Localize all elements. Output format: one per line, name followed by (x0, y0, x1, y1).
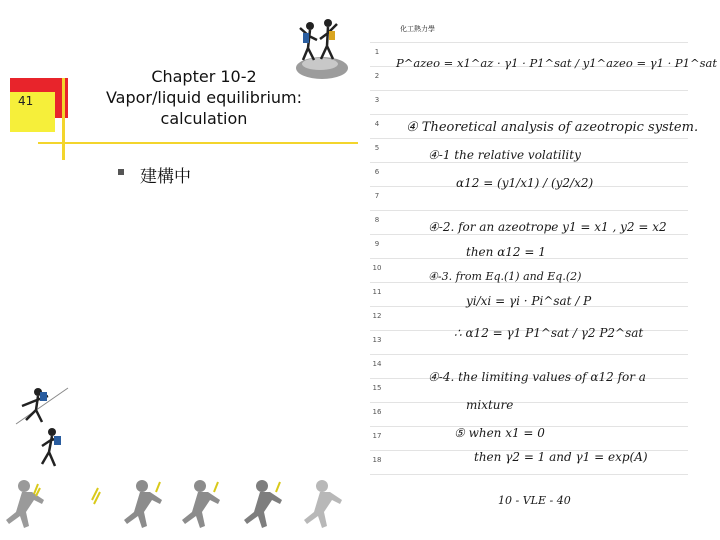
bullet-text: 建構中 (140, 167, 191, 187)
ruled-line (370, 138, 688, 139)
running-figure-2 (124, 480, 162, 528)
line-number: 15 (372, 384, 382, 392)
motion-marks-2 (92, 488, 100, 504)
line-number: 3 (374, 96, 380, 104)
slide-title-line-3: calculation (160, 109, 248, 128)
running-figure-5 (304, 480, 342, 528)
handwritten-line: ④-4. the limiting values of α12 for a (428, 370, 646, 384)
slide-title-line-1: Chapter 10-2 (151, 67, 257, 86)
decorative-vertical-line (62, 78, 65, 160)
handwritten-line: then α12 = 1 (466, 245, 546, 259)
rappelling-climbers-illustration (12, 380, 72, 476)
line-number: 1 (374, 48, 380, 56)
handwritten-line: then γ2 = 1 and γ1 = exp(A) (474, 450, 648, 464)
motion-marks-3 (156, 482, 160, 492)
line-number: 12 (372, 312, 382, 320)
line-number: 4 (374, 120, 380, 128)
handwritten-line: ④ Theoretical analysis of azeotropic system. (406, 120, 699, 135)
bullet-marker (118, 169, 124, 175)
climbers-summit-illustration (290, 14, 354, 84)
handwritten-line: ④-2. for an azeotrope y1 = x1 , y2 = x2 (428, 220, 667, 234)
ruled-line (370, 42, 688, 43)
handwritten-line: yi/xi = γi · Pi^sat / P (466, 294, 592, 308)
ruled-line (370, 210, 688, 211)
line-number: 7 (374, 192, 380, 200)
line-number: 18 (372, 456, 382, 464)
line-number: 6 (374, 168, 380, 176)
line-number: 17 (372, 432, 382, 440)
running-figures-illustration (0, 476, 360, 540)
running-figure-3 (182, 480, 220, 528)
page-footer: 10 - VLE - 40 (498, 494, 571, 507)
handwritten-line: ④-1 the relative volatility (428, 148, 581, 162)
handwritten-line: ④-3. from Eq.(1) and Eq.(2) (428, 270, 582, 283)
motion-marks-1 (34, 484, 40, 496)
line-number: 8 (374, 216, 380, 224)
motion-marks-5 (276, 482, 280, 492)
line-number: 14 (372, 360, 382, 368)
ruled-line (370, 162, 688, 163)
motion-marks-4 (214, 482, 218, 492)
ruled-line (370, 354, 688, 355)
handwritten-line: ∴ α12 = γ1 P1^sat / γ2 P2^sat (454, 326, 644, 340)
ruled-line (370, 90, 688, 91)
ruled-line (370, 114, 688, 115)
running-figure-4 (244, 480, 282, 528)
ruled-line (370, 234, 688, 235)
line-number: 5 (374, 144, 380, 152)
handwritten-notes-page (370, 20, 717, 520)
handwritten-line: mixture (466, 398, 514, 412)
line-number: 2 (374, 72, 380, 80)
ruled-line (370, 402, 688, 403)
line-number: 11 (372, 288, 382, 296)
line-number: 10 (372, 264, 382, 272)
slide-title-line-2: Vapor/liquid equilibrium: (105, 88, 303, 107)
line-number: 16 (372, 408, 382, 416)
handwritten-line: P^azeo = x1^az · γ1 · P1^sat / y1^azeo = γ1 · P1^sat (396, 56, 717, 70)
handwritten-line: α12 = (y1/x1) / (y2/x2) (456, 176, 594, 190)
decorative-horizontal-line (38, 142, 358, 144)
slide-number: 41 (18, 94, 34, 108)
line-number: 13 (372, 336, 382, 344)
line-number: 9 (374, 240, 380, 248)
handwritten-line: ⑤ when x1 = 0 (454, 426, 545, 440)
running-figure-1 (6, 480, 44, 528)
page-header: 化工熱力學 (400, 25, 435, 33)
ruled-line (370, 474, 688, 475)
slide-title (92, 66, 316, 129)
